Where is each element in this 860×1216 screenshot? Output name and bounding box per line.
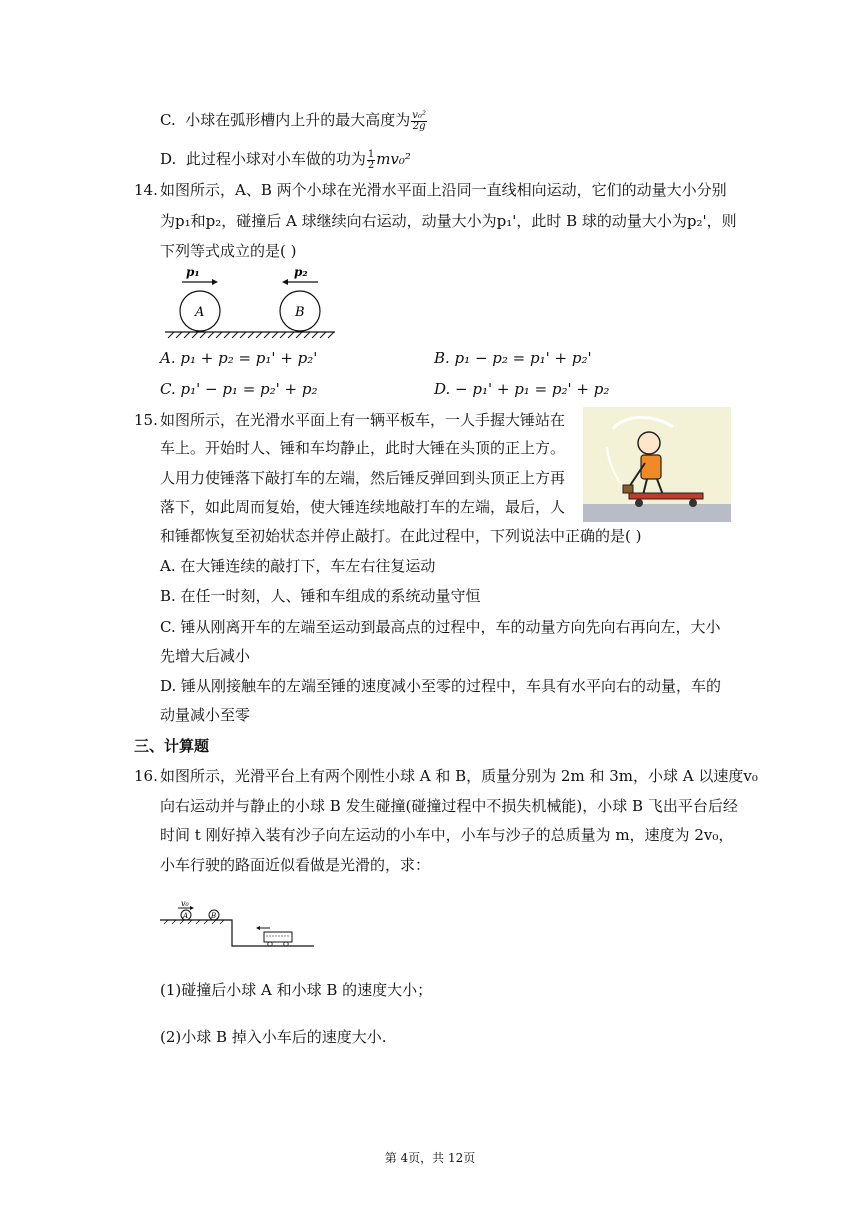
q15-option-d-line1: D. 锤从刚接触车的左端至锤的速度减小至零的过程中，车具有水平向右的动量，车的: [160, 677, 722, 695]
q14-number: 14.: [134, 181, 158, 199]
q15-option-b: B. 在任一时刻，人、锤和车组成的系统动量守恒: [160, 587, 481, 605]
q14-stem-line2: 为p₁和p₂，碰撞后 A 球继续向右运动，动量大小为p₁'，此时 B 球的动量大小为p₂'，则: [160, 212, 737, 230]
q16-stem-line1: 如图所示，光滑平台上有两个刚性小球 A 和 B，质量分别为 2m 和 3m，小球 A 以速度v₀: [160, 767, 758, 785]
q15-fig-cart-wheel-right: [689, 499, 697, 507]
q14-fig-ground-hatching: [168, 332, 334, 338]
q16-fig-cart-arrowhead: [256, 926, 260, 930]
q15-hammer-figure: [583, 407, 731, 522]
q13-option-d: D. 此过程小球对小车做的功为 $\frac{1}{2}$ mv₀²: [160, 148, 411, 171]
q15-fig-person-head: [638, 432, 660, 454]
q14-fig-ball-a-label: A: [195, 305, 205, 320]
q14-option-c: C. p₁' − p₁ = p₂' + p₂: [160, 380, 318, 398]
q16-fig-v0-arrowhead: [190, 906, 194, 910]
q15-stem-line5: 和锤都恢复至初始状态并停止敲打。在此过程中，下列说法中正确的是( ): [160, 527, 642, 545]
q15-fig-cart-wheel-left: [635, 499, 643, 507]
q13-option-d-fraction: $\frac{1}{2}$: [367, 148, 375, 171]
q16-fig-ball-a-label: A: [183, 912, 189, 920]
q16-fig-v0-label: v₀: [181, 899, 189, 908]
q16-subquestion-1: (1)碰撞后小球 A 和小球 B 的速度大小；: [160, 981, 433, 999]
q14-fig-ball-b-label: B: [295, 305, 305, 320]
q14-fig-p2-label: p₂: [294, 265, 308, 279]
q15-stem-line1: 如图所示，在光滑水平面上有一辆平板车，一人手握大锤站在: [160, 411, 566, 429]
q15-fig-cart-board: [629, 493, 703, 499]
q14-figure: [160, 262, 340, 342]
q15-stem-line4: 落下，如此周而复始，使大锤连续地敲打车的左端，最后，人: [160, 498, 566, 516]
q16-number: 16.: [134, 767, 158, 785]
q14-stem-line1: 如图所示，A、B 两个小球在光滑水平面上沿同一直线相向运动，它们的动量大小分别: [160, 181, 727, 199]
q15-fig-person-body: [641, 455, 661, 479]
q16-platform-figure: [160, 896, 316, 952]
q15-option-a: A. 在大锤连续的敲打下，车左右往复运动: [160, 557, 436, 575]
q13-option-c-fraction: $\frac{\text{v₀²}}{2g}$: [412, 109, 426, 132]
q14-option-d: D. − p₁' + p₁ = p₂' + p₂: [434, 380, 610, 398]
q16-stem-line4: 小车行驶的路面近似看做是光滑的，求：: [160, 856, 431, 874]
q14-option-b: B. p₁ − p₂ = p₁' + p₂': [434, 349, 592, 367]
q14-stem-line3: 下列等式成立的是( ): [160, 242, 297, 260]
q15-option-d-line2: 动量减小至零: [160, 706, 251, 724]
q15-number: 15.: [134, 411, 158, 429]
q14-fig-p1-arrowhead: [212, 279, 218, 285]
q14-fig-p2-arrowhead: [282, 279, 288, 285]
q15-fig-floor: [583, 504, 731, 522]
q15-option-c-line2: 先增大后减小: [160, 647, 251, 665]
q16-fig-cart-body: [264, 932, 292, 942]
q15-fig-hammer-head: [623, 485, 633, 493]
q15-option-c-line1: C. 锤从刚离开车的左端至运动到最高点的过程中，车的动量方向先向右再向左，大小: [160, 618, 721, 636]
page-footer: 第 4页，共 12页: [384, 1151, 476, 1165]
q15-stem-line3: 人用力使锤落下敲打车的左端，然后锤反弹回到头顶正上方再: [160, 469, 566, 487]
q13-option-c: C. 小球在弧形槽内上升的最大高度为 $\frac{\text{v₀²}}{2g}$: [160, 109, 426, 132]
q15-stem-line2: 车上。开始时人、锤和车均静止，此时大锤在头顶的正上方。: [160, 439, 566, 457]
q16-subquestion-2: (2)小球 B 掉入小车后的速度大小.: [160, 1028, 387, 1046]
section-heading-calculation: 三、计算题: [134, 737, 210, 755]
q14-option-a: A. p₁ + p₂ = p₁' + p₂': [160, 349, 318, 367]
q16-stem-line3: 时间 t 刚好掉入装有沙子向左运动的小车中，小车与沙子的总质量为 m，速度为 2v₀，: [160, 826, 734, 844]
q14-fig-p1-label: p₁: [186, 265, 200, 279]
q16-fig-ball-b-label: B: [211, 912, 217, 920]
q16-stem-line2: 向右运动并与静止的小球 B 发生碰撞(碰撞过程中不损失机械能)，小球 B 飞出平台后经: [160, 797, 738, 815]
